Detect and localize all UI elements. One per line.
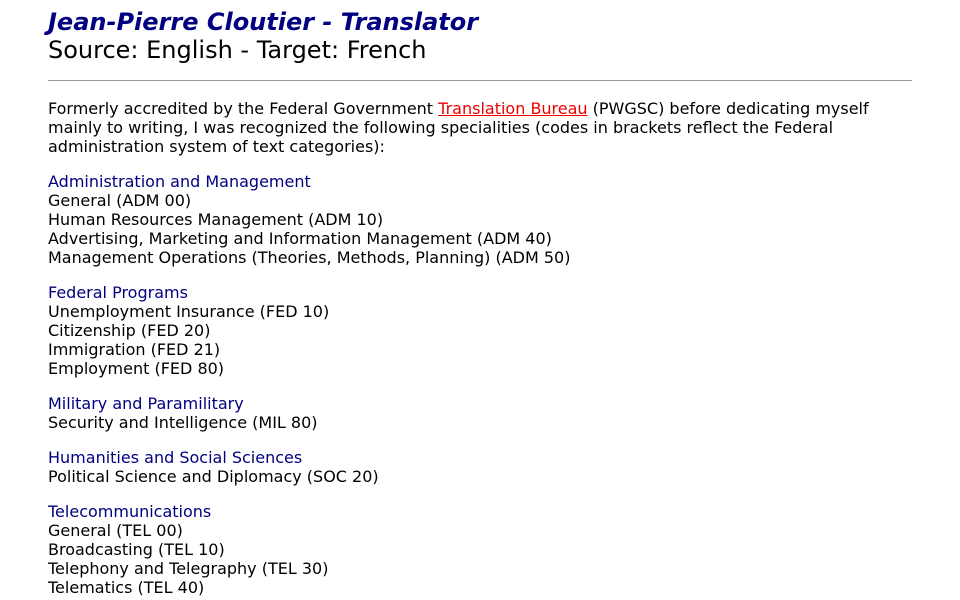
list-item: Telephony and Telegraphy (TEL 30) [48, 559, 329, 578]
list-item: Broadcasting (TEL 10) [48, 540, 225, 559]
section-title: Administration and Management [48, 172, 311, 191]
list-item: General (TEL 00) [48, 521, 183, 540]
section-humanities [48, 448, 912, 486]
list-item: Political Science and Diplomacy (SOC 20) [48, 467, 379, 486]
section-administration [48, 172, 912, 267]
section-federal-programs [48, 283, 912, 378]
intro-text-before: Formerly accredited by the Federal Government [48, 99, 439, 118]
section-military [48, 394, 912, 432]
list-item: Employment (FED 80) [48, 359, 225, 378]
intro-text-after: (PWGSC) before dedicating myself mainly to writing, I was recognized the following specialities (codes in brackets reflect the Federal administration system of text categories): [48, 99, 869, 156]
list-item: Immigration (FED 21) [48, 340, 221, 359]
page-subtitle: Source: English - Target: French [48, 36, 427, 64]
list-item: Unemployment Insurance (FED 10) [48, 302, 330, 321]
list-item: Citizenship (FED 20) [48, 321, 211, 340]
intro-paragraph [48, 99, 888, 156]
page-title: Jean-Pierre Cloutier - Translator [48, 8, 479, 36]
horizontal-divider [48, 80, 912, 81]
list-item: Telematics (TEL 40) [48, 578, 205, 597]
section-title: Telecommunications [48, 502, 212, 521]
list-item: General (ADM 00) [48, 191, 192, 210]
section-title: Military and Paramilitary [48, 394, 244, 413]
list-item: Management Operations (Theories, Methods, Planning) (ADM 50) [48, 248, 571, 267]
translation-bureau-link[interactable]: Translation Bureau [438, 99, 588, 118]
section-telecommunications [48, 502, 912, 597]
list-item: Human Resources Management (ADM 10) [48, 210, 384, 229]
list-item: Security and Intelligence (MIL 80) [48, 413, 318, 432]
list-item: Advertising, Marketing and Information Management (ADM 40) [48, 229, 552, 248]
section-title: Humanities and Social Sciences [48, 448, 303, 467]
section-title: Federal Programs [48, 283, 188, 302]
